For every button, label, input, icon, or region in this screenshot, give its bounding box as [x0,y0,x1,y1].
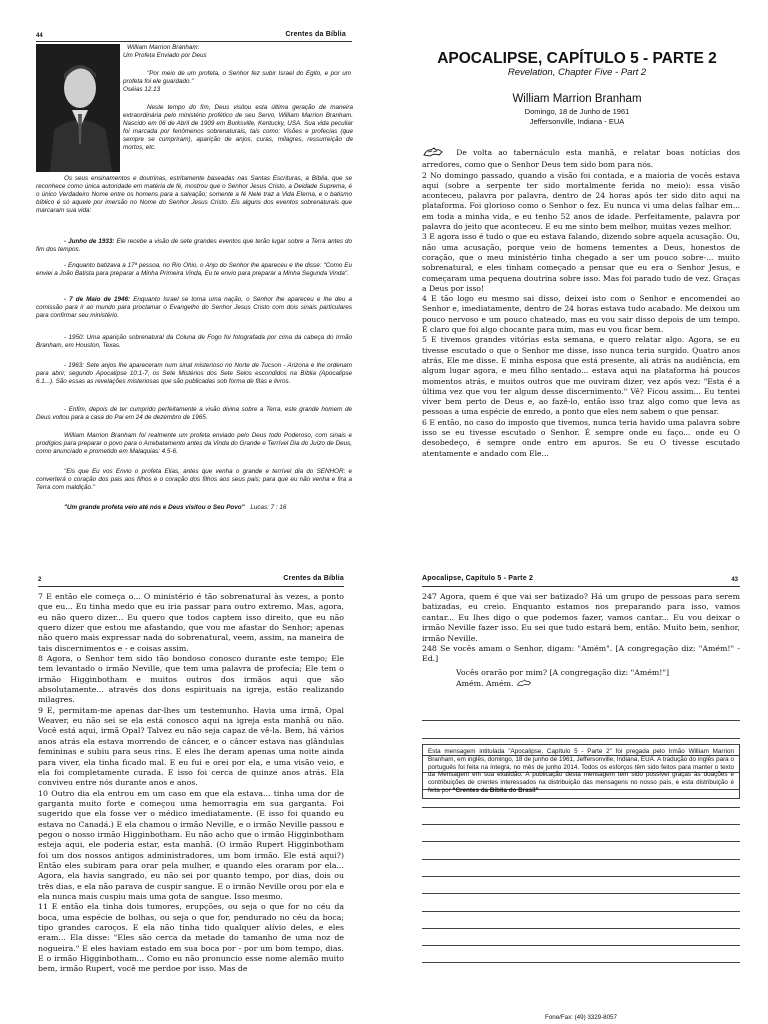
beliefs-paragraph: Os seus ensinamentos e doutrinas, estritamente baseadas nas Santas Escrituras, a Bíblia, que se reconhece como única autoridade em matéria de fé, mostrou que o Senhor Jesus Cristo, a Deidade Suprema, é o único Verdadeiro Nome entre os homens para a salvação; somente a fé Nele traz a Vida Eterna, e o batismo bíblico é só aquele por imersão no Nome do Senhor Jesus Cristo. Eis alguns dos eventos sobrenaturais que marcaram sua vida: [36,175,352,215]
prayer-line: Vocês orarão por mim? [A congregação diz: "Amém!"] [456,667,669,677]
page-number: 44 [36,33,43,39]
closing-quote [36,504,352,512]
notes-lines [422,704,740,963]
photo-caption [123,44,353,61]
paragraph-2: 2 No domingo passado, quando a visão foi contada, e a maioria de vocês estava aqui (sobre a serpente ter sido mortalmente ferida no meio): essa visão aconteceu, palavra por palavra, dentro de 24 horas após ter sido dito aqui na plataforma. Foi glorioso como o Senhor o fez. Eu nunca vi uma delas falhar em... em toda a minha vida, e eu tenho 52 anos de idade. Perfeitamente, palavra por palavra do jeito que aconteceu. E eu me sinto bem melhor, muitas vezes melhor. [422,170,740,232]
caption-sub: Um Profeta Enviado por Deus [123,52,207,60]
page-43 [384,572,768,1024]
paragraph-247: 247 Agora, quem é que vai ser batizado? Há um grupo de pessoas para serem batizadas, eu creio. Enquanto estamos nos preparando para isso, vamos cantar... Eu lhes digo o que podemos fazer, vamos cantar... Eu vou deixar o irmão Neville fazer isso. Eu sei que tudo estará bem, então. Muito bem, senhor, irmão Neville. [422,592,740,643]
paragraph-248: 248 Se vocês amam o Senhor, digam: "Amém". [A congregação diz: "Amém!" - Ed.] [422,644,740,664]
paragraph-7: 7 E então ele começa o... O ministério é tão sobrenatural às vezes, a ponto que eu... Eu tinha medo que eu iria passar para outro extremo. Mas, agora, eu não quero dizer... Eu quero que todos captem isso direito, que eu não quero dizer que estou me afastando, que vou me afastar do Senhor; apenas não quero mais expressar nada do sobrenatural, veem, assim, na maneira de tais discernimentos e - e coisas assim. [38,592,344,653]
header-rule [36,41,352,42]
page-44 [0,0,384,572]
paragraph-4: 4 E tão logo eu mesmo sai disso, deixei isto com o Senhor e encomendei ao Senhor e, imediatamente, dentro de 24 horas estava tudo acabado. Me deixou um pouco nervoso e um pouco chateado, mas eu vou sair disso depois de um tempo. É claro que foi algo chocante para mim, mas eu vou ficar bem. [422,294,740,335]
contact-phone: Fone/Fax: (49) 3329-8057 [545,1014,617,1021]
notice-publisher: "Crentes da Bíblia do Brasil" [452,786,539,794]
paragraph-6: 6 E então, no caso do imposto que tivemos, nunca teria havido uma palavra sobre isso se eu tivesse escutado o Senhor. É sempre onde eu faço... onde eu O desobedeço, é sempre onde entro em apuros. Se eu O tivesse escutado atentamente e andado com Ele... [422,417,740,458]
event-ohio: - Enquanto batizava a 17ª pessoa, no Rio Ohio, o Anjo do Senhor lhe apareceu e lhe disse: "Como Eu enviei a João Batista para preparar a Minha Primeira Vinda, Eu te envio para preparar a Minha Segunda Vinda". [36,262,352,278]
author-name: William Marrion Branham [512,93,642,105]
sermon-title: APOCALIPSE, CAPÍTULO 5 - PARTE 2 [437,50,717,67]
paragraph-5: 5 E tivemos grandes vitórias esta semana, e quero relatar algo. Agora, se eu tivesse escutado o que o Senhor me disse, isso nunca teria surgido. Quatro anos atrás, Ele me disse. E minha esposa que está presente, ali atrás na audiência, em algum lugar agora, e meu filho sentado... estava aqui na plataforma há poucos momentos atrás, e muitos outros que me ouviram dizer, vez após vez: "Esta é a última vez que vou ter algum desse discernimento." Vê? Ficou assim... Eu tentei viver bem perto de Deus e, ao fazê-lo, então isso traz algo como que leva as pessoas a uma espécie de enredo, a ponto que eles nem sabem o que pensar. [422,335,740,417]
publication-notice [422,744,740,799]
header-rule [38,586,344,587]
page-number: 2 [38,577,42,583]
event-text: Ele recebe a visão de sete grandes eventos que terão lugar sobre a Terra antes do fim dos tempos. [36,238,352,254]
paragraph-1 [422,146,740,171]
malachi-quote: "Eis que Eu vos Envio o profeta Elias, antes que venha o grande e terrível dia do SENHOR; e converterá o coração dos pais aos filhos e o coração dos filhos aos seus pais; para que eu não venha e fira a Terra com maldição." [36,468,352,492]
event-1946 [36,296,352,320]
intro-paragraph: Neste tempo do fim, Deus visitou esta última geração de maneira extraordinária pelo ministério profético de seu Servo, William Marrion Branham. Nascido em 06 de Abril de 1909 em Burksville, Kentucky, USA. Sua vida peculiar foi marcada por fenômenos sobrenaturais, tais como: Visões e profecias (que sempre se cumpriram), aparição de anjos, curas, milagres, ressurreição de mortos, etc. [123,104,353,152]
page-2 [0,572,384,1024]
paragraph-10: 10 Outro dia ela entrou em um caso em que ela estava... tinha uma dor de garganta muito forte e começou uma hemorragia em sua garganta. Foi sugerido que ela fosse ver o médico imediatamente. (E isso foi quando eu estava no Canadá.) E ela chamou o irmão Neville, e o irmão Neville passou e pegou o nosso irmão Higginbotham. Eu não acho que o irmão Higginbotham esteja aqui, ele poderia estar, esta manhã. (O irmão Rupert Higginbotham foi um dos nossos antigos administradores, um bom irmão. Ele está aqui?) Então eles subiram para orar pela mulher, e quando eles oraram por ela... Agora, ela havia sangrado, eu não sei por quanto tempo, por dias, dois ou três dias, e ela não parava de cuspir sangue. E o irmão Neville orou por ela e ela nunca mais cuspiu mais uma gota de sangue. Isso mesmo. [38,788,344,901]
title-page [384,0,768,572]
paragraph-11: 11 E então ela tinha dois tumores, erupções, ou seja o que for no céu da boca, uma espécie de bolhas, ou seja o que for, pendurado no céu da boca; tipo grandes caroços. E ela não tinha tido qualquer alívio deles, e eles eram... Ela disse: "Eles são cerca da metade do tamanho de uma noz de nogueira." E eles haviam estado em sua boca por - por um bom tempo, dias. E o irmão Higginbotham... Como eu não pronuncio esse nome alemão muito bem, irmão Rupert, você me perdoe por isso. Mas de [38,902,344,974]
sermon-subtitle: Revelation, Chapter Five - Part 2 [507,67,647,78]
sermon-body [422,592,740,691]
paragraph-text: De volta ao tabernáculo esta manhã, e relatar boas notícias dos arredores, como que o Senhor Deus tem sido bom para nós. [422,148,740,170]
event-date: - 7 de Maio de 1946: [64,296,131,303]
running-head: Apocalipse, Capítulo 5 - Parte 2 [422,575,534,582]
amen-text: Amém. Amém. [456,679,514,689]
paragraph-9: 9 E, permitam-me apenas dar-lhes um testemunho. Havia uma irmã, Opal Weaver, eu não sei se ela está conosco aqui na igreja esta manhã ou não. Você está aqui, irmã Opal? Talvez eu não seja capaz de vê-la. Bem, há vários anos atrás ela estava morrendo de câncer, e o câncer estava nas glândulas femininas e subiu para seus rins. E eles lhe deram apenas uma noite ainda para viver, ela tinha ficado mal. E eu fui e orei por ela, e uma visão veio, e ela foi completamente curada. E isso foi cerca de quinze anos atrás. Ela conviveu entre nós durante anos e anos. [38,705,344,788]
prophet-paragraph: William Marrion Branham foi realmente um profeta enviado pelo Deus todo Poderoso, com sinais e prodígios para preparar o povo para o Arrebatamento antes da Vinda do Grande e Terrível Dia do Juízo de Deus, como anunciado e prometido em Malaquias: 4.5-6. [36,432,352,456]
page-number: 43 [731,577,738,583]
amen-line [422,678,740,690]
event-1963: - 1963: Sete anjos lhe apareceram num sinal misterioso no Norte de Tucson - Arizona e lhe ordenam para abrir, segundo Apocalipse 10:1-7, os Sete Mistérios dos Sete Selos escondidos na Bíblia (Apocalipse 6.1...). São essas as revelações misteriosas que são publicadas sob forma de fitas e livros. [36,362,352,386]
running-head: Crentes da Bíblia [285,31,346,38]
event-1950: - 1950: Uma aparição sobrenatural da Coluna de Fogo foi fotografada por cima da cabeça do Irmão Branham, em Houston, Texas. [36,334,352,350]
event-1965: - Enfim, depois de ter cumprido perfeitamente a visão divina sobre a Terra, este grande homem de Deus voltou para a casa do Pai em 24 de dezembro de 1965. [36,406,352,422]
paragraph-3: 3 E agora isso é tudo o que eu estava falando, dizendo sobre aquela acusação. Ou, não uma acusação, porque veio de homens tementes a Deus, honestos de coração, que o meu ministério tinha chegado a ser um pouco sobre-... muito sobrenatural, e eles tinham começado a pensar que eu era o Senhor Jesus, e começaram uma pequena doutrina sobre isso. Mas foi parado tudo de vez. Graças a Deus por isso! [422,232,740,293]
paragraph-8: 8 Agora, o Senhor tem sido tão bondoso conosco durante este tempo; Ele tem levantado o irmão Neville, que tem uma palavra de profecia; Ele tem o irmão Higginbotham e muitos outros dos irmãos aqui que são absolutamente... através dos dons espirituais na igreja, estão realizando milagres. [38,654,344,705]
hands-icon [516,678,532,690]
notice-text: Esta mensagem intitulada "Apocalipse, Capítulo 5 - Parte 2" foi pregada pelo Irmão William Marrion Branham, em inglês, domingo, 18 de junho de 1961, Jeffersonville, Indiana, EUA. A tradução do inglês para o português foi feita na íntegra, no mês de junho 2014. Todos os esforços têm sido feitos para manter o texto da Mensagem em sua exatidão. A publicação desta mensagem tem sido possível graças às doações e contribuições de crentes interessados na distribuição das mensagens no nosso país, e esta distribuição é feita por [428,748,734,794]
closing-text: "Um grande profeta veio até nós e Deus visitou o Seu Povo" [64,504,245,511]
event-1933 [36,238,352,254]
opening-quote: "Por meio de um profeta, o Senhor fez subir Israel do Egito, e por um profeta foi ele guardado." [123,70,351,86]
sermon-body [422,146,740,459]
event-text: Enquanto Israel se torna uma nação, o Senhor lhe apareceu e lhe deu a comissão para ir ao mundo para proclamar o Evangelho do Senhor Jesus Cristo com dois sinais particulares para confirmar seu ministério. [36,296,352,320]
hands-icon [422,146,444,160]
sermon-body [38,592,344,975]
running-head: Crentes da Bíblia [283,575,344,582]
closing-reference: Lucas: 7 : 16 [250,504,287,511]
branham-portrait [36,44,120,172]
sermon-date: Domingo, 18 de Junho de 1961 [524,107,630,116]
sermon-location: Jeffersonville, Indiana - EUA [529,117,625,126]
caption-name: William Marrion Branham: [127,44,200,51]
event-date: - Junho de 1933: [64,238,115,245]
header-rule [422,586,740,587]
quote-reference: Oséias 12.13 [123,86,161,93]
